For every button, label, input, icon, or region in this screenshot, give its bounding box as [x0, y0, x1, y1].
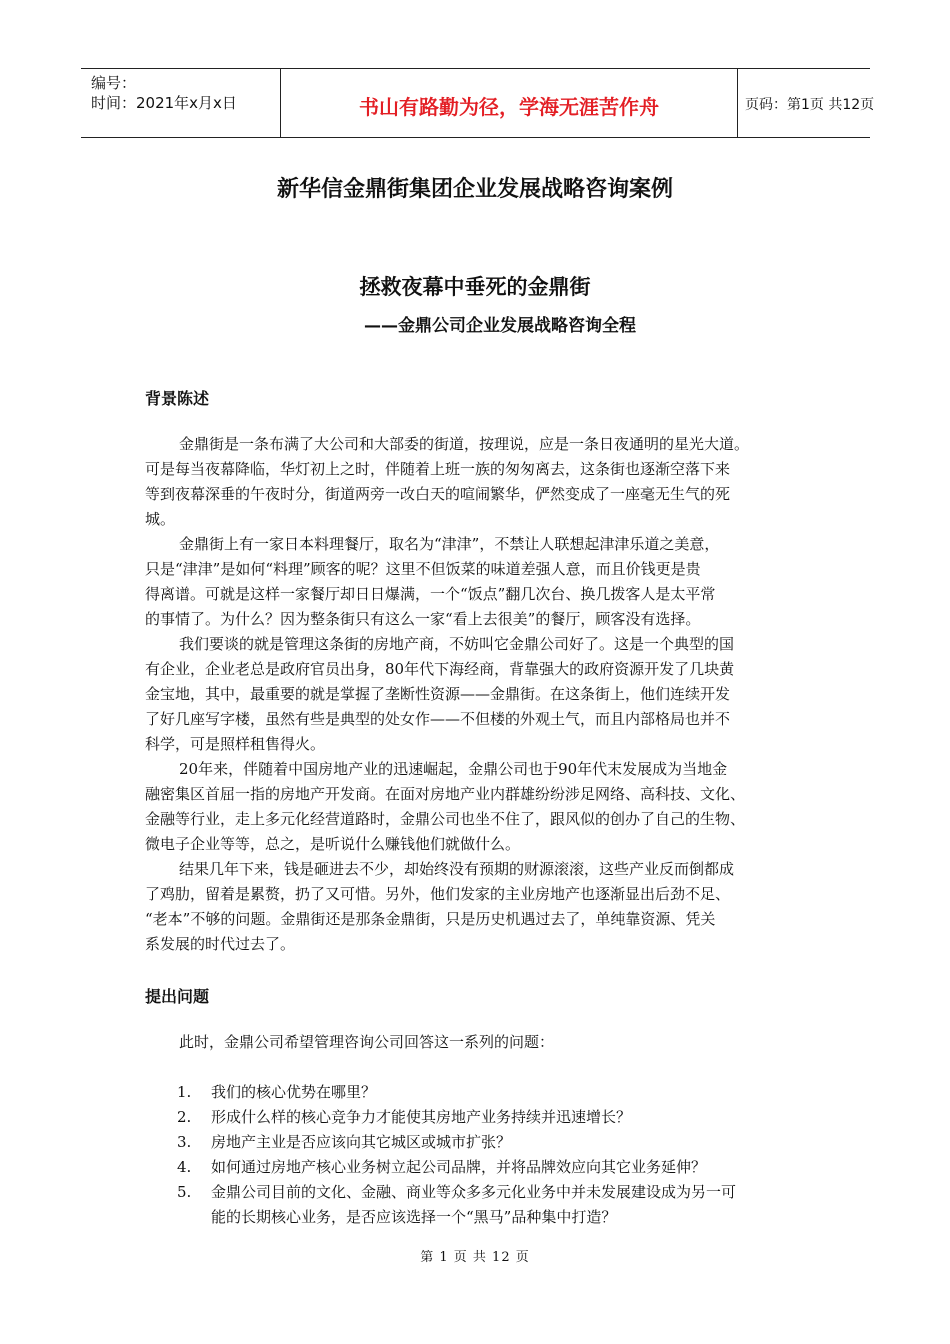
list-number: 5.: [177, 1183, 192, 1201]
list-number: 4.: [177, 1158, 192, 1176]
paragraph-4: [145, 757, 810, 857]
text-line: 结果几年下来，钱是砸进去不少，却始终没有预期的财源滚滚，这些产业反而倒都成: [179, 860, 735, 878]
list-number: 1.: [177, 1083, 192, 1101]
text-line: 系发展的时代过去了。: [145, 935, 296, 953]
text-line: 可是每当夜幕降临，华灯初上之时，伴随着上班一族的匆匆离去，这条街也逐渐空落下来: [145, 460, 731, 478]
list-number: 2.: [177, 1108, 192, 1126]
text-line: 金鼎街上有一家日本料理餐厅，取名为“津津”，不禁让人联想起津津乐道之美意，: [179, 535, 720, 553]
text-line: 微电子企业等等，总之，是听说什么赚钱他们就做什么。: [145, 835, 521, 853]
text-line: 的事情了。为什么？因为整条街只有这么一家“看上去很美”的餐厅，顾客没有选择。: [145, 610, 701, 628]
text-line: 科学，可是照样租售得火。: [145, 735, 326, 753]
document-title: 新华信金鼎街集团企业发展战略咨询案例: [276, 177, 673, 202]
paragraph-1: [145, 432, 810, 532]
text-line: 房地产主业是否应该向其它城区或城市扩张？: [211, 1133, 512, 1151]
text-line: 我们的核心优势在哪里？: [211, 1083, 377, 1101]
list-item: [145, 1155, 825, 1180]
text-line: 20年来，伴随着中国房地产业的迅速崛起，金鼎公司也于90年代末发展成为当地金: [179, 760, 728, 778]
serial-label: 编号：: [91, 74, 137, 92]
question-list: [145, 1080, 825, 1230]
text-line: 此时，金鼎公司希望管理咨询公司回答这一系列的问题：: [179, 1033, 555, 1051]
text-line: 我们要谈的就是管理这条街的房地产商，不妨叫它金鼎公司好了。这是一个典型的国: [179, 635, 735, 653]
page-info: 页码：第1页 共12页: [745, 97, 875, 113]
text-line: 能的长期核心业务，是否应该选择一个“黑马”品种集中打造？: [211, 1208, 617, 1226]
paragraph-5: [145, 857, 810, 957]
text-line: 只是“津津”是如何“料理”顾客的呢？这里不但饭菜的味道差强人意，而且价钱更是贵: [145, 560, 701, 578]
motto-text: 书山有路勤为径，学海无涯苦作舟: [359, 95, 659, 119]
text-line: 了好几座写字楼，虽然有些是典型的处女作——不但楼的外观土气，而且内部格局也并不: [145, 710, 731, 728]
page-footer: 第 1 页 共 12 页: [420, 1250, 530, 1265]
text-line: “老本”不够的问题。金鼎街还是那条金鼎街，只是历史机遇过去了，单纯靠资源、凭关: [145, 910, 716, 928]
header-page-cell: [737, 69, 875, 137]
list-number: 3.: [177, 1133, 192, 1151]
text-line: 得离谱。可就是这样一家餐厅却日日爆满，一个“饭点”翻几次台、换几拨客人是太平常: [145, 585, 716, 603]
list-item: [145, 1130, 825, 1155]
text-line: 融密集区首屈一指的房地产开发商。在面对房地产业内群雄纷纷涉足网络、高科技、文化、: [145, 785, 746, 803]
header-table: [81, 68, 875, 138]
paragraph-3: [145, 632, 810, 757]
document-subtitle: 拯救夜幕中垂死的金鼎街: [359, 275, 591, 299]
header-info-cell: [81, 69, 280, 137]
header-motto-cell: [280, 69, 738, 137]
text-line: 等到夜幕深垂的午夜时分，街道两旁一改白天的喧闹繁华，俨然变成了一座毫无生气的死: [145, 485, 731, 503]
text-line: 金鼎公司目前的文化、金融、商业等众多多元化业务中并未发展建设成为另一可: [211, 1183, 737, 1201]
text-line: 金宝地，其中，最重要的就是掌握了垄断性资源——金鼎街。在这条街上，他们连续开发: [145, 685, 731, 703]
list-item: [145, 1105, 825, 1130]
text-line: 形成什么样的核心竞争力才能使其房地产业务持续并迅速增长？: [211, 1108, 632, 1126]
text-line: 金融等行业，走上多元化经营道路时，金鼎公司也坐不住了，跟风似的创办了自己的生物、: [145, 810, 746, 828]
list-item: [145, 1180, 825, 1230]
text-line: 如何通过房地产核心业务树立起公司品牌，并将品牌效应向其它业务延伸？: [211, 1158, 707, 1176]
text-line: 金鼎街是一条布满了大公司和大部委的街道，按理说，应是一条日夜通明的星光大道。: [179, 435, 750, 453]
text-line: 城。: [145, 510, 176, 528]
list-item: [145, 1080, 825, 1105]
section-heading-background: 背景陈述: [145, 389, 210, 408]
text-line: 了鸡肋，留着是累赘，扔了又可惜。另外，他们发家的主业房地产也逐渐显出后劲不足、: [145, 885, 731, 903]
questions-intro: [145, 1030, 810, 1055]
document-subsubtitle: ——金鼎公司企业发展战略咨询全程: [364, 316, 636, 336]
section-heading-questions: 提出问题: [145, 987, 210, 1006]
date-label: 时间：2021年x月x日: [91, 94, 237, 112]
paragraph-2: [145, 532, 810, 632]
text-line: 有企业，企业老总是政府官员出身，80年代下海经商，背靠强大的政府资源开发了几块黄: [145, 660, 735, 678]
